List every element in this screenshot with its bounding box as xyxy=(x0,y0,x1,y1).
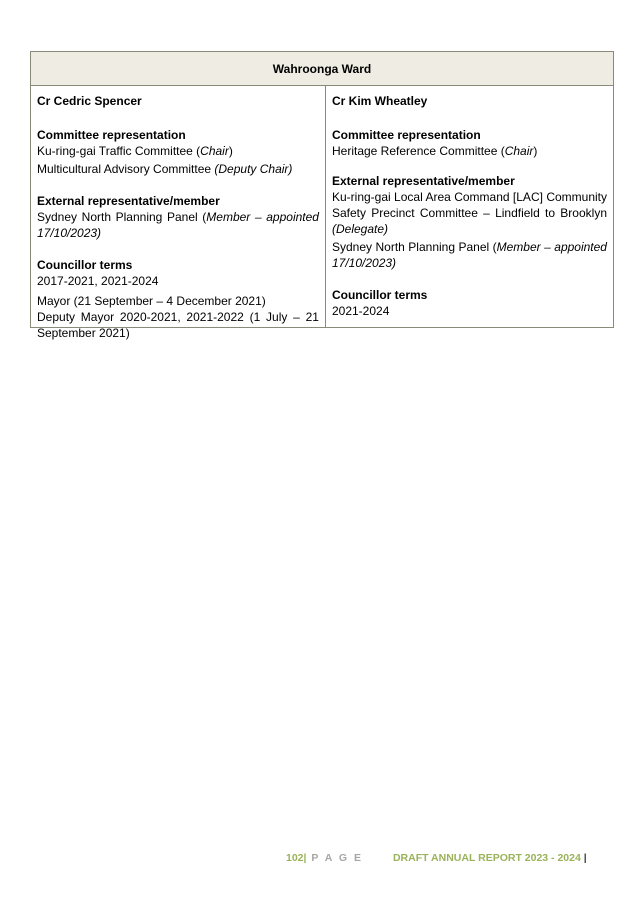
terms-heading: Councillor terms xyxy=(37,258,133,272)
external-heading: External representative/member xyxy=(37,194,220,208)
mayor-term: Mayor (21 September – 4 December 2021) xyxy=(37,294,266,308)
terms-heading: Councillor terms xyxy=(331,288,428,302)
committee-item: Multicultural Advisory Committee (Deputy Chair) xyxy=(37,162,293,176)
councillor-name: Cr Kim Wheatley xyxy=(331,94,428,108)
external-item: Ku-ring-gai Local Area Command [LAC] Community Safety Precinct Committee – Lindfield to Brooklyn (Delegate) xyxy=(331,190,607,236)
page-number: 102 xyxy=(286,852,304,864)
deputy-mayor-term: Deputy Mayor 2020-2021, 2021-2022 (1 July – 21 September 2021) xyxy=(37,310,319,340)
councillor-left xyxy=(31,86,326,340)
terms-value: 2021-2024 xyxy=(331,304,390,318)
page-footer xyxy=(286,852,587,864)
terms-value: 2017-2021, 2021-2024 xyxy=(37,274,159,288)
ward-title: Wahroonga Ward xyxy=(31,52,613,86)
committee-item: Heritage Reference Committee (Chair) xyxy=(331,144,538,158)
councillor-name: Cr Cedric Spencer xyxy=(37,94,142,108)
footer-separator: | xyxy=(303,852,307,864)
external-item: Sydney North Planning Panel (Member – appointed 17/10/2023) xyxy=(37,210,319,240)
committee-heading: Committee representation xyxy=(331,128,481,142)
report-title: DRAFT ANNUAL REPORT 2023 - 2024 xyxy=(392,852,581,864)
page-word: P A G E xyxy=(306,852,363,864)
ward-table xyxy=(30,51,614,340)
committee-heading: Committee representation xyxy=(37,128,186,142)
external-heading: External representative/member xyxy=(331,174,515,188)
external-item: Sydney North Planning Panel (Member – appointed 17/10/2023) xyxy=(331,240,607,270)
footer-trailing-bar: | xyxy=(580,852,587,864)
committee-item: Ku-ring-gai Traffic Committee (Chair) xyxy=(37,144,233,158)
councillor-right xyxy=(326,86,613,327)
councillor-columns xyxy=(31,86,613,340)
